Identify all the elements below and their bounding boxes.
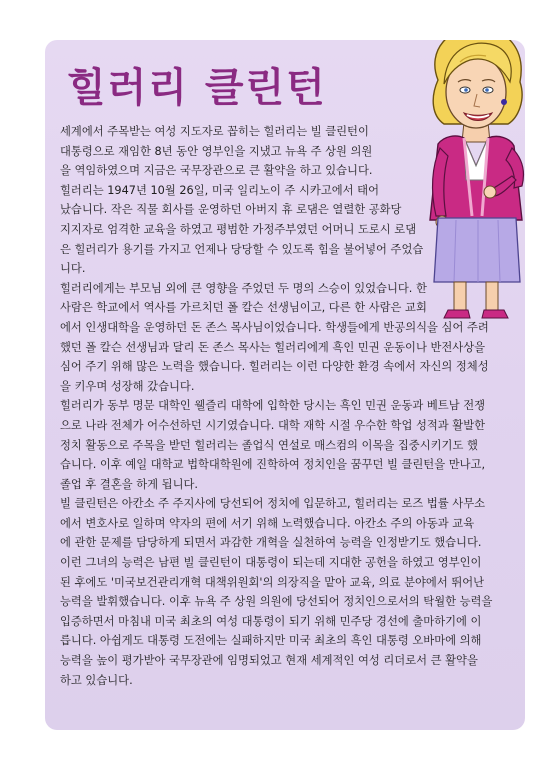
text-line: 졸업 후 결혼을 하게 됩니다. bbox=[60, 477, 198, 491]
text-line: 을 역임하였으며 지금은 국무장관으로 큰 활약을 하고 있습니다. bbox=[60, 164, 373, 178]
text-line: 힐러리에게는 부모님 외에 큰 영향을 주었던 두 명의 스승이 있었습니다. 한 bbox=[60, 281, 427, 295]
text-line: 했던 폴 칼슨 선생님과 달리 돈 존스 목사는 힐러리에게 흑인 민권 운동이나 반전사상을 bbox=[60, 340, 486, 354]
text-line: 니다. bbox=[60, 262, 86, 276]
paragraph-3 bbox=[60, 279, 515, 397]
text-line: 으로 나라 전체가 어수선하던 시기였습니다. 대학 재학 시절 우수한 학업 성적과 활발한 bbox=[60, 418, 486, 432]
paragraph-4 bbox=[60, 396, 515, 494]
text-line: 이런 그녀의 능력은 남편 빌 클린턴이 대통령이 되는데 지대한 공헌을 하였고 영부인이 bbox=[60, 556, 482, 570]
text-line: 을 키우며 성장해 갔습니다. bbox=[60, 379, 195, 393]
text-line: 에서 변호사로 일하며 약자의 편에 서기 위해 노력했습니다. 아칸소 주의 아동과 교육 bbox=[60, 516, 475, 530]
text-line: 능력을 높이 평가받아 국무장관에 임명되었고 현재 세계적인 여성 리더로서 큰 활약을 bbox=[60, 654, 478, 668]
text-line: 대통령으로 재임한 8년 동안 영부인을 지냈고 뉴욕 주 상원 의원 bbox=[60, 144, 373, 158]
text-line: 지지자로 엄격한 교육을 하였고 평범한 가정주부였던 어머니 도로시 로댐 bbox=[60, 222, 417, 236]
text-line: 사람은 학교에서 역사를 가르치던 폴 칼슨 선생님이고, 다른 한 사람은 교회 bbox=[60, 301, 427, 315]
text-line: 능력을 발휘했습니다. 이후 뉴욕 주 상원 의원에 당선되어 정치인으로서의 탁월한 능력을 bbox=[60, 595, 493, 609]
text-line: 은 힐러리가 용기를 가지고 언제나 당당할 수 있도록 힘을 불어넣어 주었습 bbox=[60, 242, 424, 256]
text-line: 입증하면서 마침내 미국 최초의 여성 대통령이 되기 위해 민주당 경선에 출마하기에 이 bbox=[60, 614, 482, 628]
content-card bbox=[45, 40, 525, 730]
article-body bbox=[60, 122, 515, 690]
text-line: 세계에서 주목받는 여성 지도자로 꼽히는 힐러리는 빌 클린턴이 bbox=[60, 125, 369, 138]
paragraph-2 bbox=[60, 181, 515, 279]
text-line: 빌 클린턴은 아칸소 주 주지사에 당선되어 정치에 입문하고, 힐러리는 로즈 법률 사무소 bbox=[60, 497, 486, 511]
text-line: 습니다. 이후 예일 대학교 법학대학원에 진학하여 정치인을 꿈꾸던 빌 클린턴을 만나고, bbox=[60, 458, 486, 472]
text-line: 힐러리가 동부 명문 대학인 웰즐리 대학에 입학한 당시는 흑인 민권 운동과 베트남 전쟁 bbox=[60, 399, 486, 413]
text-line: 힐러리는 1947년 10월 26일, 미국 일리노이 주 시카고에서 태어 bbox=[60, 183, 379, 197]
text-line: 릅니다. 아쉽게도 대통령 도전에는 실패하지만 미국 최초의 흑인 대통령 오바마에 의해 bbox=[60, 634, 482, 648]
page-title: 힐러리 클린턴 bbox=[67, 64, 327, 111]
text-line: 에 관한 문제를 담당하게 되면서 과감한 개혁을 실천하여 능력을 인정받기도 했습니다. bbox=[60, 536, 482, 550]
text-line: 하고 있습니다. bbox=[60, 673, 133, 687]
text-line: 났습니다. 작은 직물 회사를 운영하던 아버지 휴 로댐은 열렬한 공화당 bbox=[60, 203, 402, 217]
text-line: 심어 주기 위해 많은 노력을 했습니다. 힐러리는 이런 다양한 환경 속에서 자신의 정체성 bbox=[60, 360, 489, 374]
text-line: 된 후에도 '미국보건관리개혁 대책위원회'의 의장직을 맡아 교육, 의료 분야에서 뛰어난 bbox=[60, 575, 485, 589]
text-line: 에서 인생대학을 운영하던 돈 존스 목사님이었습니다. 학생들에게 반공의식을 심어 주려 bbox=[60, 320, 489, 334]
paragraph-1 bbox=[60, 122, 390, 181]
paragraph-5 bbox=[60, 494, 515, 690]
text-line: 정치 활동으로 주목을 받던 힐러리는 졸업식 연설로 매스컴의 이목을 집중시키기도 했 bbox=[60, 438, 478, 452]
